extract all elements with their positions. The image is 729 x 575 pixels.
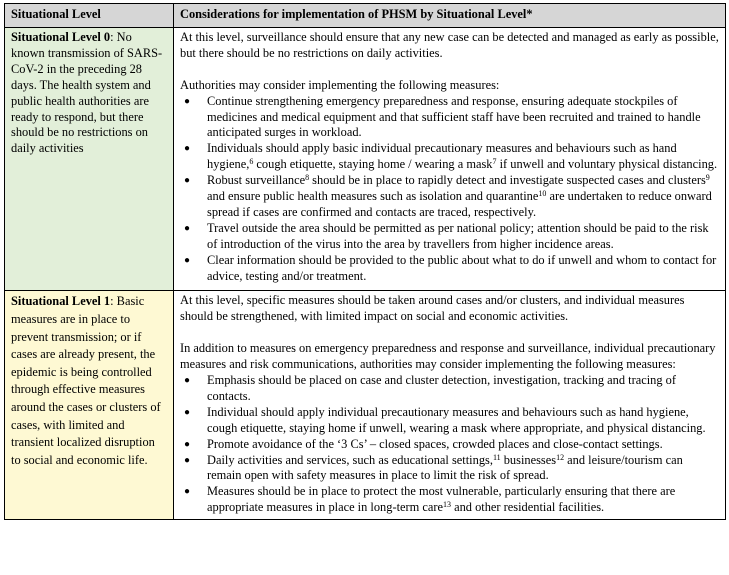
- level1-row: [5, 291, 726, 520]
- document-page: [4, 3, 725, 520]
- list-item: ● Continue strengthening emergency preparedness and response, ensuring adequate stockpiles of medicines and medical equipment and that sufficient staff have been recruited and trained to handle anticipated surges in workload.: [184, 93, 701, 140]
- list-item: ● Travel outside the area should be permitted as per national policy; attention should be paid to the risk of introduction of the virus into the area by travellers from higher incidence areas.: [184, 220, 709, 251]
- level0-description: : No known transmission of SARS-CoV-2 in the preceding 28 days. The health system and public health authorities are ready to respond, but there should be no restrictions on daily activities: [11, 30, 163, 156]
- list-item: ● Promote avoidance of the ‘3 Cs’ – closed spaces, crowded places and close-contact settings.: [184, 436, 663, 451]
- bullet-icon: ●: [184, 95, 191, 107]
- level1-title: Situational Level 1: [11, 294, 111, 309]
- bullet-icon: ●: [184, 454, 191, 466]
- header-row: [5, 4, 726, 28]
- list-item: ● Individual should apply individual precautionary measures and behaviours such as hand hygiene, cough etiquette, staying home if unwell, wearing a mask where appropriate, and physical distancing.: [184, 404, 706, 435]
- bullet-icon: ●: [184, 143, 191, 155]
- bullet-icon: ●: [184, 175, 191, 187]
- header-considerations: Considerations for implementation of PHSM by Situational Level*: [174, 4, 726, 28]
- level0-label-cell: [5, 28, 174, 291]
- phsm-table: [4, 3, 726, 520]
- footnote-ref[interactable]: 9: [705, 173, 710, 183]
- footnote-ref[interactable]: 8: [305, 173, 310, 183]
- level1-considerations-cell: [174, 291, 726, 520]
- level1-description: : Basic measures are in place to prevent transmission; or if cases are already present, the epidemic is being controlled through effective measures around the cases or clusters of cases, with limited and transient localized disruption to social and economic life.: [11, 294, 161, 467]
- list-item: ● Clear information should be provided to the public about what to do if unwell and whom to contact for advice, testing and/or treatment.: [184, 252, 717, 283]
- level1-intro: At this level, specific measures should be taken around cases and/or clusters, and individual measures should be strengthened, with limited impact on social and economic activities.: [180, 293, 685, 324]
- level0-considerations-cell: [174, 28, 726, 291]
- level1-measures-list: [180, 373, 719, 516]
- list-item: ● Robust surveillance$^8$ should be in place to rapidly detect and investigate suspected cases and clusters$^9$ and ensure public health measures such as isolation and quarantine$^{10}$ are undertaken to reduce onward spread if cases are confirmed and contacts are traced, respectively.: [184, 173, 712, 219]
- list-item: ● Daily activities and services, such as educational settings,$^{11}$ businesses$^{12}$ and leisure/tourism can remain open with safety measures in place to limit the risk of spread.: [184, 452, 683, 483]
- list-item: ● Measures should be in place to protect the most vulnerable, particularly ensuring that there are appropriate measures in place in long-term care$^{13}$ and other residential facilities.: [184, 484, 676, 515]
- level0-intro: At this level, surveillance should ensure that any new case can be detected and managed as early as possible, but there should be no restrictions on daily activities.: [180, 30, 719, 60]
- bullet-icon: ●: [184, 406, 191, 418]
- bullet-icon: ●: [184, 438, 191, 450]
- level1-lead: In addition to measures on emergency preparedness and response and surveillance, individual precautionary measures and risk communications, authorities may consider implementing the following measures:: [180, 341, 716, 372]
- footnote-ref[interactable]: 11: [492, 452, 501, 462]
- bullet-icon: ●: [184, 375, 191, 386]
- footnote-ref[interactable]: 7: [492, 157, 497, 167]
- level1-label-cell: [5, 291, 174, 520]
- level0-lead: Authorities may consider implementing the following measures:: [180, 77, 500, 92]
- bullet-icon: ●: [184, 486, 191, 498]
- footnote-ref[interactable]: 10: [538, 189, 547, 199]
- list-item: ● Individuals should apply basic individual precautionary measures and behaviours such as hand hygiene,$^6$ cough etiquette, staying home / wearing a mask$^7$ if unwell and voluntary physical distancing.: [184, 141, 718, 172]
- footnote-ref[interactable]: 6: [249, 157, 254, 167]
- list-item: ● Emphasis should be placed on case and cluster detection, investigation, tracking and tracing of contacts.: [184, 373, 676, 403]
- level0-row: [5, 28, 726, 291]
- footnote-ref[interactable]: 13: [443, 500, 452, 510]
- level0-measures-list: [180, 94, 719, 285]
- level0-title: Situational Level 0: [11, 30, 111, 44]
- footnote-ref[interactable]: 12: [556, 452, 565, 462]
- bullet-icon: ●: [184, 254, 191, 266]
- header-situational-level: Situational Level: [5, 4, 174, 28]
- bullet-icon: ●: [184, 222, 191, 234]
